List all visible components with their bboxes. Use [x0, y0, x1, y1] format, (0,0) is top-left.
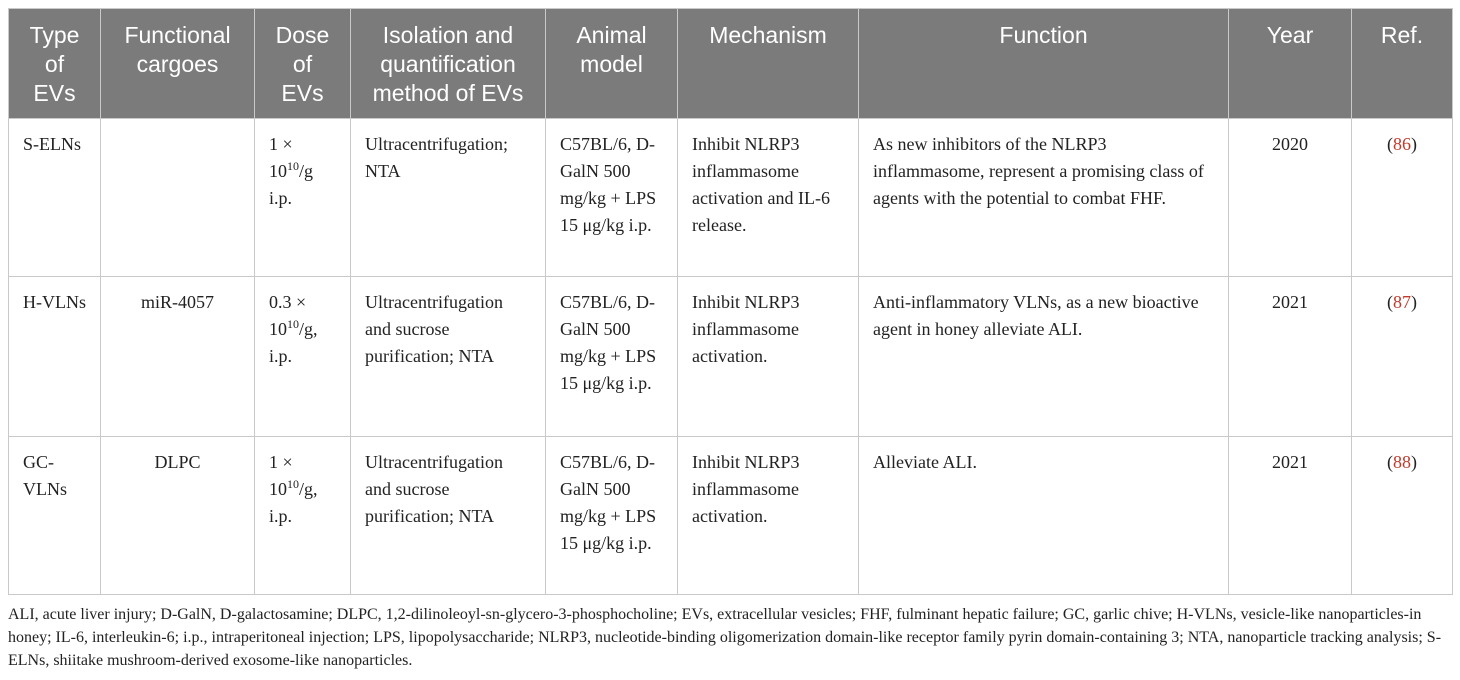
dose-suffix: /g, i.p. — [269, 479, 318, 526]
ref-close: ) — [1411, 292, 1417, 312]
header-isolation: Isolation and quantification method of EVs — [351, 9, 546, 119]
ref-open: ( — [1387, 134, 1393, 154]
header-year: Year — [1229, 9, 1352, 119]
cell-animal: C57BL/6, D-GalN 500 mg/kg + LPS 15 μg/kg i.p. — [546, 119, 678, 277]
ref-open: ( — [1387, 452, 1393, 472]
cell-mechanism: Inhibit NLRP3 inflammasome activation. — [678, 277, 859, 437]
header-function: Function — [859, 9, 1229, 119]
ref-link[interactable]: 88 — [1393, 452, 1411, 472]
cell-year: 2021 — [1229, 277, 1352, 437]
cell-animal: C57BL/6, D-GalN 500 mg/kg + LPS 15 μg/kg i.p. — [546, 437, 678, 595]
cell-year: 2021 — [1229, 437, 1352, 595]
dose-exponent: 10 — [287, 317, 299, 331]
header-mechanism: Mechanism — [678, 9, 859, 119]
cell-cargoes — [101, 119, 255, 277]
cell-isolation: Ultracentrifugation; NTA — [351, 119, 546, 277]
table-header-row — [9, 9, 1453, 119]
ref-close: ) — [1411, 134, 1417, 154]
table-row — [9, 437, 1453, 595]
dose-prefix: 1 × 10 — [269, 452, 293, 499]
cell-isolation: Ultracentrifugation and sucrose purification; NTA — [351, 437, 546, 595]
cell-ref — [1352, 437, 1453, 595]
cell-function: As new inhibitors of the NLRP3 inflammasome, represent a promising class of agents with the potential to combat FHF. — [859, 119, 1229, 277]
cell-year: 2020 — [1229, 119, 1352, 277]
cell-type: GC-VLNs — [9, 437, 101, 595]
header-dose: Dose of EVs — [255, 9, 351, 119]
cell-dose — [255, 119, 351, 277]
cell-mechanism: Inhibit NLRP3 inflammasome activation and IL-6 release. — [678, 119, 859, 277]
cell-isolation: Ultracentrifugation and sucrose purification; NTA — [351, 277, 546, 437]
ref-link[interactable]: 86 — [1393, 134, 1411, 154]
header-type: Type of EVs — [9, 9, 101, 119]
cell-function: Alleviate ALI. — [859, 437, 1229, 595]
cell-type: S-ELNs — [9, 119, 101, 277]
header-animal: Animal model — [546, 9, 678, 119]
table-row — [9, 277, 1453, 437]
cell-dose — [255, 437, 351, 595]
ref-link[interactable]: 87 — [1393, 292, 1411, 312]
ref-close: ) — [1411, 452, 1417, 472]
cell-function: Anti-inflammatory VLNs, as a new bioactive agent in honey alleviate ALI. — [859, 277, 1229, 437]
cell-animal: C57BL/6, D-GalN 500 mg/kg + LPS 15 μg/kg i.p. — [546, 277, 678, 437]
cell-mechanism: Inhibit NLRP3 inflammasome activation. — [678, 437, 859, 595]
dose-exponent: 10 — [287, 477, 299, 491]
header-ref: Ref. — [1352, 9, 1453, 119]
cell-dose — [255, 277, 351, 437]
cell-ref — [1352, 119, 1453, 277]
ref-open: ( — [1387, 292, 1393, 312]
dose-prefix: 1 × 10 — [269, 134, 293, 181]
cell-cargoes: DLPC — [101, 437, 255, 595]
dose-suffix: /g i.p. — [269, 161, 314, 208]
header-cargoes: Functional cargoes — [101, 9, 255, 119]
dose-exponent: 10 — [287, 159, 299, 173]
cell-type: H-VLNs — [9, 277, 101, 437]
dose-suffix: /g, i.p. — [269, 319, 318, 366]
ev-table — [8, 8, 1453, 595]
cell-ref — [1352, 277, 1453, 437]
dose-prefix: 0.3 × 10 — [269, 292, 307, 339]
cell-cargoes: miR-4057 — [101, 277, 255, 437]
table-row — [9, 119, 1453, 277]
table-footnote: ALI, acute liver injury; D-GalN, D-galactosamine; DLPC, 1,2-dilinoleoyl-sn-glycero-3-phosphocholine; EVs, extracellular vesicles; FHF, fulminant hepatic failure; GC, garlic chive; H-VLNs, vesicle-like nanoparticles-in honey; IL-6, interleukin-6; i.p., intraperitoneal injection; LPS, lipopolysaccharide; NLRP3, nucleotide-binding oligomerization domain-like receptor family pyrin domain-containing 3; NTA, nanoparticle tracking analysis; S-ELNs, shiitake mushroom-derived exosome-like nanoparticles. — [8, 606, 1442, 669]
